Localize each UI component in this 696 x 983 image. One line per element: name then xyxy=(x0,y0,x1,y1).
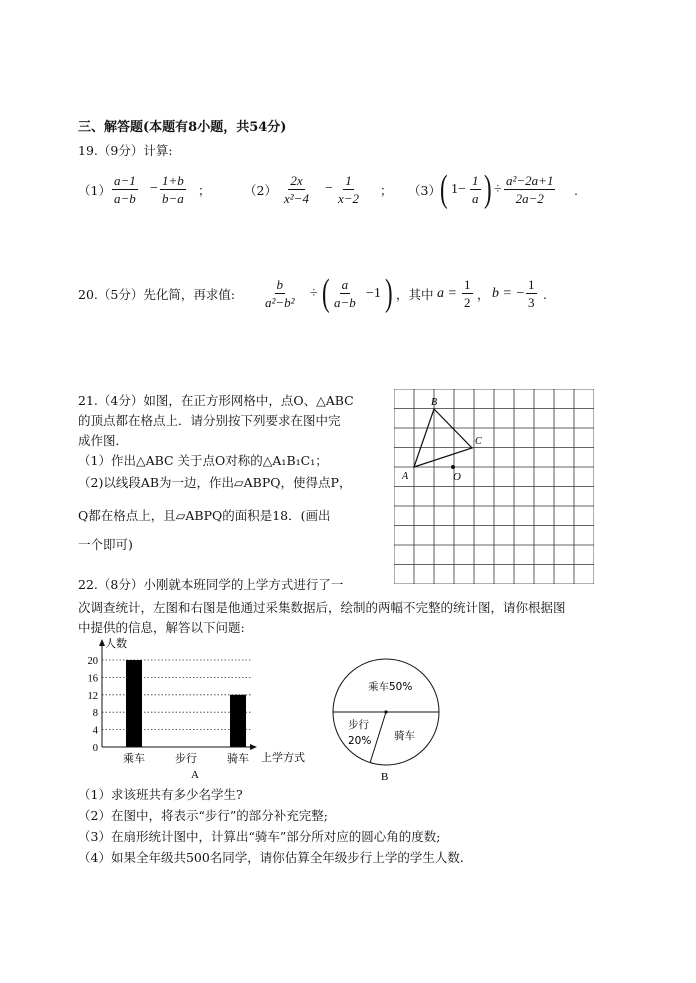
divide-sign: ÷ xyxy=(494,182,502,197)
a-equals: a = xyxy=(437,286,457,301)
bar-2 xyxy=(230,695,246,747)
numerator: 1 xyxy=(528,277,535,292)
slice-label-ride: 乘车50% xyxy=(368,681,413,693)
right-paren: ) xyxy=(484,168,492,210)
y-tick-label: 12 xyxy=(87,690,98,702)
minus-sign: − xyxy=(150,181,158,196)
q21-line: 成作图． xyxy=(78,433,129,448)
slice-label-bike: 骑车 xyxy=(394,730,415,742)
period: . xyxy=(574,183,578,198)
denominator: a−b xyxy=(334,295,356,310)
y-tick-label: 0 xyxy=(92,743,98,754)
label-c: C xyxy=(475,436,482,447)
x-category-label: 步行 xyxy=(175,752,197,765)
q19-part1-label: （1） xyxy=(78,183,111,198)
denominator: x−2 xyxy=(338,191,360,206)
point-o xyxy=(451,465,455,469)
q19-p1-fraction1 xyxy=(112,173,138,206)
label-o: O xyxy=(453,471,461,483)
denominator: 3 xyxy=(528,295,535,310)
slice-label-walk: 步行 xyxy=(348,719,369,731)
numerator: 1 xyxy=(464,277,471,292)
q20-condition: ，其中 xyxy=(396,287,434,302)
q22-question: （4）如果全年级共500名同学，请你估算全年级步行上学的学生人数. xyxy=(78,850,464,865)
inner-lead: 1− xyxy=(451,182,466,197)
numerator: 1 xyxy=(472,173,479,188)
q21-line: 一个即可) xyxy=(78,537,133,552)
q19-p3-fraction xyxy=(504,173,555,206)
label-b: B xyxy=(431,397,438,408)
denominator: a²−b² xyxy=(265,295,295,310)
numerator: 2x xyxy=(290,173,303,188)
numerator: 1+b xyxy=(162,173,184,188)
y-tick-label: 4 xyxy=(92,725,98,737)
numerator: a−1 xyxy=(114,173,136,188)
right-paren: ) xyxy=(385,272,393,314)
numerator: b xyxy=(276,277,284,292)
q19-p2-fraction1 xyxy=(282,173,311,206)
y-tick-label: 20 xyxy=(87,656,98,667)
q21-line: （2)以线段AB为一边，作出▱ABPQ，使得点P， xyxy=(78,475,352,490)
q21-line: （1）作出△ABC 关于点O对称的△A₁B₁C₁； xyxy=(78,453,328,468)
q19-part2-label: （2） xyxy=(244,183,277,198)
period: . xyxy=(543,287,547,302)
comma: ， xyxy=(477,287,490,302)
bar-0 xyxy=(126,660,142,747)
b-equals: b = − xyxy=(492,286,525,301)
denominator: a xyxy=(472,191,479,206)
label-a: A xyxy=(402,471,409,482)
numerator: 1 xyxy=(345,173,352,188)
q22-line2: 次调查统计，左图和右图是他通过采集数据后，绘制的两幅不完整的统计图，请你根据图 xyxy=(78,600,566,615)
semicolon: ； xyxy=(380,183,393,198)
left-paren: ( xyxy=(322,272,330,314)
left-paren: ( xyxy=(440,168,448,210)
q22-line1: 22.（8分）小刚就本班同学的上学方式进行了一 xyxy=(78,577,344,592)
y-axis-label: 人数 xyxy=(105,637,127,650)
divide-sign: ÷ xyxy=(310,286,318,301)
q19-p3-inner-fraction xyxy=(470,173,481,206)
chart-a-caption: A xyxy=(191,769,199,781)
q19-p1-fraction2 xyxy=(160,173,186,206)
square-grid-figure xyxy=(394,389,594,584)
q22-question: （2）在图中，将表示“步行”的部分补充完整; xyxy=(78,808,328,823)
b-value-fraction xyxy=(526,277,537,310)
denominator: 2a−2 xyxy=(515,191,544,206)
q19-heading: 19.（9分）计算: xyxy=(78,143,173,158)
numerator: a xyxy=(341,277,349,292)
chart-b-caption: B xyxy=(381,771,389,783)
q19-part3-label: （3） xyxy=(408,183,441,198)
triangle-abc xyxy=(414,409,472,467)
x-category-label: 乘车 xyxy=(123,752,145,765)
a-value-fraction xyxy=(462,277,473,310)
denominator: b−a xyxy=(162,191,184,206)
slice-label-walk-percent: 20% xyxy=(348,735,372,747)
y-tick-label: 16 xyxy=(87,673,98,685)
q21-line: Q都在格点上，且▱ABPQ的面积是18．(画出 xyxy=(78,508,331,523)
bar-chart-a xyxy=(76,636,326,782)
section-title: 三、解答题(本题有8小题，共54分) xyxy=(78,120,287,135)
minus-sign: − xyxy=(325,181,333,196)
q20-heading: 20.（5分）先化简，再求值: xyxy=(78,287,236,302)
q21-line: 21.（4分）如图，在正方形网格中，点O、△ABC xyxy=(78,393,354,408)
y-tick-label: 8 xyxy=(92,708,98,720)
denominator: a−b xyxy=(114,191,136,206)
q22-line3: 中提供的信息，解答以下问题: xyxy=(78,620,245,635)
q20-fraction1 xyxy=(263,277,297,310)
semicolon: ； xyxy=(198,183,211,198)
x-axis-arrow xyxy=(250,744,257,750)
x-axis-label: 上学方式 xyxy=(261,751,305,764)
q20-inner-fraction xyxy=(332,277,358,310)
numerator: a²−2a+1 xyxy=(506,173,554,188)
pie-chart-b xyxy=(330,656,445,784)
inner-tail: −1 xyxy=(366,286,381,301)
pie-center xyxy=(384,710,387,713)
pie-divider-radius xyxy=(370,712,386,763)
q19-p2-fraction2 xyxy=(336,173,361,206)
q22-question: （3）在扇形统计图中，计算出“骑车”部分所对应的圆心角的度数; xyxy=(78,829,441,844)
x-category-label: 骑车 xyxy=(227,752,249,765)
denominator: 2 xyxy=(464,295,471,310)
q22-question: （1）求该班共有多少名学生? xyxy=(78,787,243,802)
q21-line: 的顶点都在格点上．请分别按下列要求在图中完 xyxy=(78,413,341,428)
denominator: x²−4 xyxy=(284,191,309,206)
